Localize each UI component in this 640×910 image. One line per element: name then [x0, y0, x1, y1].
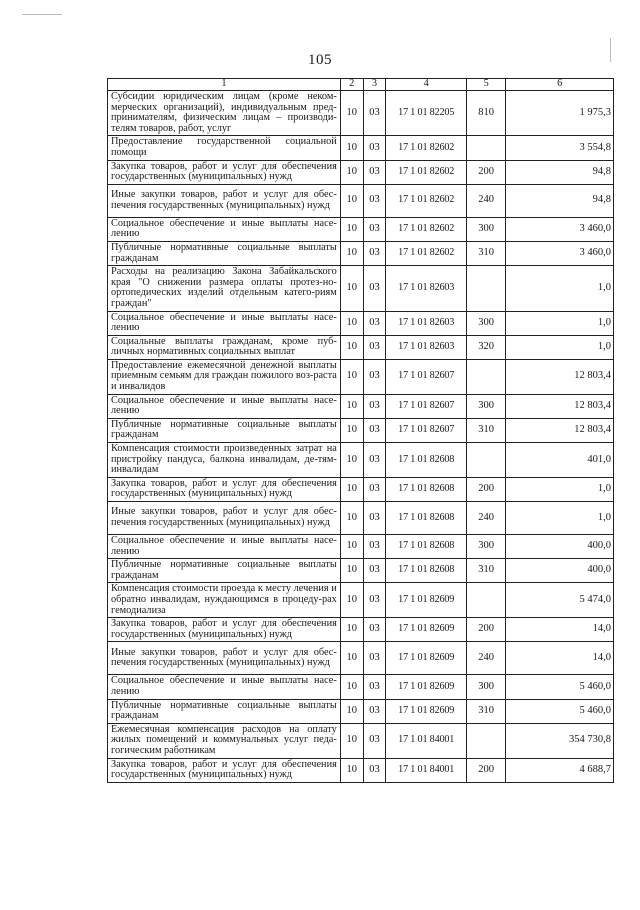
row-section-cell: 10: [340, 723, 363, 758]
row-amount-cell: 12 803,4: [506, 359, 614, 394]
row-name-cell: Публичные нормативные социальные выплаты гражданам: [108, 418, 341, 442]
row-amount-cell: 1,0: [506, 311, 614, 335]
row-subsection-cell: 03: [363, 311, 386, 335]
row-amount-cell: 5 460,0: [506, 699, 614, 723]
row-target-code-cell: 17 1 01 82609: [386, 583, 467, 618]
table-row: [108, 418, 614, 442]
row-expense-type-cell: 240: [467, 642, 506, 675]
row-section-cell: 10: [340, 335, 363, 359]
row-name-cell: Предоставление ежемесячной денежной выплаты приемным семьям для граждан пожилого воз-раста и инвалидов: [108, 359, 341, 394]
row-section-cell: 10: [340, 160, 363, 184]
row-target-code-cell: 17 1 01 82608: [386, 477, 467, 501]
row-expense-type-cell: [467, 136, 506, 160]
row-target-code-cell: 17 1 01 82608: [386, 502, 467, 535]
row-section-cell: 10: [340, 618, 363, 642]
row-subsection-cell: 03: [363, 618, 386, 642]
row-section-cell: 10: [340, 217, 363, 241]
row-name-cell: Иные закупки товаров, работ и услуг для обес-печения государственных (муниципальных) нужд: [108, 184, 341, 217]
table-row: [108, 394, 614, 418]
row-name-cell: Предоставление государственной социальной помощи: [108, 136, 341, 160]
table-row: [108, 477, 614, 501]
row-target-code-cell: 17 1 01 84001: [386, 758, 467, 782]
row-name-cell: Закупка товаров, работ и услуг для обеспечения государственных (муниципальных) нужд: [108, 160, 341, 184]
row-section-cell: 10: [340, 559, 363, 583]
row-section-cell: 10: [340, 502, 363, 535]
table-body: [108, 91, 614, 783]
row-subsection-cell: 03: [363, 559, 386, 583]
header-col-3: 3: [363, 79, 386, 91]
row-target-code-cell: 17 1 01 82607: [386, 359, 467, 394]
row-section-cell: 10: [340, 758, 363, 782]
header-col-1: 1: [108, 79, 341, 91]
row-amount-cell: 14,0: [506, 642, 614, 675]
row-expense-type-cell: [467, 583, 506, 618]
row-section-cell: 10: [340, 136, 363, 160]
row-section-cell: 10: [340, 477, 363, 501]
header-col-6: 6: [506, 79, 614, 91]
row-amount-cell: 400,0: [506, 535, 614, 559]
table-row: [108, 266, 614, 311]
row-expense-type-cell: [467, 443, 506, 478]
page-number: 105: [308, 52, 332, 68]
row-subsection-cell: 03: [363, 477, 386, 501]
row-amount-cell: 5 460,0: [506, 675, 614, 699]
table-row: [108, 502, 614, 535]
table-row: [108, 443, 614, 478]
row-amount-cell: 354 730,8: [506, 723, 614, 758]
row-subsection-cell: 03: [363, 266, 386, 311]
row-subsection-cell: 03: [363, 184, 386, 217]
row-target-code-cell: 17 1 01 82602: [386, 160, 467, 184]
row-name-cell: Социальное обеспечение и иные выплаты насе-лению: [108, 675, 341, 699]
scan-mark: [610, 38, 611, 62]
row-expense-type-cell: 300: [467, 535, 506, 559]
table-header-row: [108, 79, 614, 91]
row-subsection-cell: 03: [363, 723, 386, 758]
row-amount-cell: 1,0: [506, 335, 614, 359]
row-subsection-cell: 03: [363, 535, 386, 559]
row-expense-type-cell: 240: [467, 502, 506, 535]
row-name-cell: Социальное обеспечение и иные выплаты насе-лению: [108, 394, 341, 418]
row-section-cell: 10: [340, 266, 363, 311]
row-subsection-cell: 03: [363, 699, 386, 723]
row-amount-cell: 1,0: [506, 477, 614, 501]
row-amount-cell: 400,0: [506, 559, 614, 583]
row-name-cell: Иные закупки товаров, работ и услуг для обес-печения государственных (муниципальных) нужд: [108, 502, 341, 535]
row-name-cell: Расходы на реализацию Закона Забайкальского края "О снижении размера оплаты протез-но-ортопедических изделий отдельным катего-риям граждан": [108, 266, 341, 311]
table-row: [108, 160, 614, 184]
table-row: [108, 136, 614, 160]
row-amount-cell: 94,8: [506, 184, 614, 217]
row-expense-type-cell: 200: [467, 477, 506, 501]
table-row: [108, 241, 614, 265]
header-col-5: 5: [467, 79, 506, 91]
row-target-code-cell: 17 1 01 82205: [386, 91, 467, 136]
row-subsection-cell: 03: [363, 502, 386, 535]
table-row: [108, 311, 614, 335]
row-name-cell: Закупка товаров, работ и услуг для обеспечения государственных (муниципальных) нужд: [108, 758, 341, 782]
table-row: [108, 559, 614, 583]
row-expense-type-cell: 310: [467, 559, 506, 583]
row-name-cell: Социальное обеспечение и иные выплаты насе-лению: [108, 217, 341, 241]
table-row: [108, 535, 614, 559]
row-target-code-cell: 17 1 01 84001: [386, 723, 467, 758]
row-subsection-cell: 03: [363, 217, 386, 241]
row-amount-cell: 1 975,3: [506, 91, 614, 136]
row-name-cell: Иные закупки товаров, работ и услуг для обес-печения государственных (муниципальных) нужд: [108, 642, 341, 675]
row-target-code-cell: 17 1 01 82607: [386, 394, 467, 418]
row-section-cell: 10: [340, 184, 363, 217]
table-row: [108, 359, 614, 394]
row-name-cell: Компенсация стоимости произведенных затрат на пристройку пандуса, балкона инвалидам, де-тям-инвалидам: [108, 443, 341, 478]
row-amount-cell: 12 803,4: [506, 418, 614, 442]
row-name-cell: Публичные нормативные социальные выплаты гражданам: [108, 241, 341, 265]
row-name-cell: Публичные нормативные социальные выплаты гражданам: [108, 559, 341, 583]
row-name-cell: Ежемесячная компенсация расходов на оплату жилых помещений и коммунальных услуг педа-гогическим работникам: [108, 723, 341, 758]
row-amount-cell: 1,0: [506, 266, 614, 311]
row-subsection-cell: 03: [363, 758, 386, 782]
row-target-code-cell: 17 1 01 82602: [386, 217, 467, 241]
row-amount-cell: 4 688,7: [506, 758, 614, 782]
row-section-cell: 10: [340, 418, 363, 442]
row-target-code-cell: 17 1 01 82609: [386, 699, 467, 723]
row-subsection-cell: 03: [363, 335, 386, 359]
row-section-cell: 10: [340, 443, 363, 478]
row-target-code-cell: 17 1 01 82609: [386, 618, 467, 642]
row-amount-cell: 94,8: [506, 160, 614, 184]
row-subsection-cell: 03: [363, 443, 386, 478]
row-amount-cell: 401,0: [506, 443, 614, 478]
row-expense-type-cell: 240: [467, 184, 506, 217]
table-row: [108, 699, 614, 723]
row-expense-type-cell: 320: [467, 335, 506, 359]
row-expense-type-cell: 300: [467, 311, 506, 335]
table-row: [108, 91, 614, 136]
row-expense-type-cell: 300: [467, 675, 506, 699]
row-subsection-cell: 03: [363, 136, 386, 160]
row-amount-cell: 3 554,8: [506, 136, 614, 160]
row-name-cell: Субсидии юридическим лицам (кроме неком-мерческих организаций), индивидуальным пред-принимателям, физическим лицам – производи-телям товаров, работ, услуг: [108, 91, 341, 136]
row-expense-type-cell: 200: [467, 618, 506, 642]
row-target-code-cell: 17 1 01 82608: [386, 535, 467, 559]
row-target-code-cell: 17 1 01 82607: [386, 418, 467, 442]
row-section-cell: 10: [340, 699, 363, 723]
row-target-code-cell: 17 1 01 82602: [386, 184, 467, 217]
row-expense-type-cell: 310: [467, 699, 506, 723]
row-subsection-cell: 03: [363, 394, 386, 418]
table-row: [108, 758, 614, 782]
row-name-cell: Публичные нормативные социальные выплаты гражданам: [108, 699, 341, 723]
row-target-code-cell: 17 1 01 82608: [386, 559, 467, 583]
budget-table: [107, 78, 614, 783]
row-section-cell: 10: [340, 241, 363, 265]
row-name-cell: Социальные выплаты гражданам, кроме пуб-личных нормативных социальных выплат: [108, 335, 341, 359]
table-row: [108, 184, 614, 217]
row-target-code-cell: 17 1 01 82603: [386, 335, 467, 359]
table-row: [108, 217, 614, 241]
header-col-4: 4: [386, 79, 467, 91]
row-target-code-cell: 17 1 01 82602: [386, 136, 467, 160]
row-subsection-cell: 03: [363, 359, 386, 394]
row-expense-type-cell: 300: [467, 217, 506, 241]
row-expense-type-cell: 310: [467, 241, 506, 265]
row-amount-cell: 12 803,4: [506, 394, 614, 418]
row-section-cell: 10: [340, 642, 363, 675]
table-row: [108, 642, 614, 675]
row-target-code-cell: 17 1 01 82603: [386, 266, 467, 311]
row-section-cell: 10: [340, 394, 363, 418]
row-section-cell: 10: [340, 359, 363, 394]
table-row: [108, 618, 614, 642]
row-subsection-cell: 03: [363, 418, 386, 442]
row-section-cell: 10: [340, 583, 363, 618]
row-target-code-cell: 17 1 01 82602: [386, 241, 467, 265]
row-expense-type-cell: [467, 723, 506, 758]
row-subsection-cell: 03: [363, 583, 386, 618]
row-section-cell: 10: [340, 311, 363, 335]
scan-mark: [22, 14, 62, 15]
row-subsection-cell: 03: [363, 675, 386, 699]
row-section-cell: 10: [340, 535, 363, 559]
table-row: [108, 583, 614, 618]
row-expense-type-cell: [467, 266, 506, 311]
table-row: [108, 675, 614, 699]
row-subsection-cell: 03: [363, 91, 386, 136]
row-section-cell: 10: [340, 91, 363, 136]
row-amount-cell: 3 460,0: [506, 241, 614, 265]
row-name-cell: Социальное обеспечение и иные выплаты насе-лению: [108, 535, 341, 559]
table-row: [108, 723, 614, 758]
row-name-cell: Социальное обеспечение и иные выплаты насе-лению: [108, 311, 341, 335]
row-expense-type-cell: 310: [467, 418, 506, 442]
row-name-cell: Закупка товаров, работ и услуг для обеспечения государственных (муниципальных) нужд: [108, 618, 341, 642]
row-target-code-cell: 17 1 01 82603: [386, 311, 467, 335]
row-subsection-cell: 03: [363, 241, 386, 265]
row-amount-cell: 1,0: [506, 502, 614, 535]
row-expense-type-cell: [467, 359, 506, 394]
row-name-cell: Закупка товаров, работ и услуг для обеспечения государственных (муниципальных) нужд: [108, 477, 341, 501]
row-target-code-cell: 17 1 01 82609: [386, 675, 467, 699]
row-target-code-cell: 17 1 01 82609: [386, 642, 467, 675]
row-target-code-cell: 17 1 01 82608: [386, 443, 467, 478]
row-amount-cell: 3 460,0: [506, 217, 614, 241]
row-expense-type-cell: 300: [467, 394, 506, 418]
row-subsection-cell: 03: [363, 642, 386, 675]
row-amount-cell: 5 474,0: [506, 583, 614, 618]
row-name-cell: Компенсация стоимости проезда к месту лечения и обратно инвалидам, нуждающимся в процеду-рах гемодиализа: [108, 583, 341, 618]
row-amount-cell: 14,0: [506, 618, 614, 642]
header-col-2: 2: [340, 79, 363, 91]
table-row: [108, 335, 614, 359]
row-section-cell: 10: [340, 675, 363, 699]
row-expense-type-cell: 810: [467, 91, 506, 136]
row-expense-type-cell: 200: [467, 160, 506, 184]
row-subsection-cell: 03: [363, 160, 386, 184]
row-expense-type-cell: 200: [467, 758, 506, 782]
